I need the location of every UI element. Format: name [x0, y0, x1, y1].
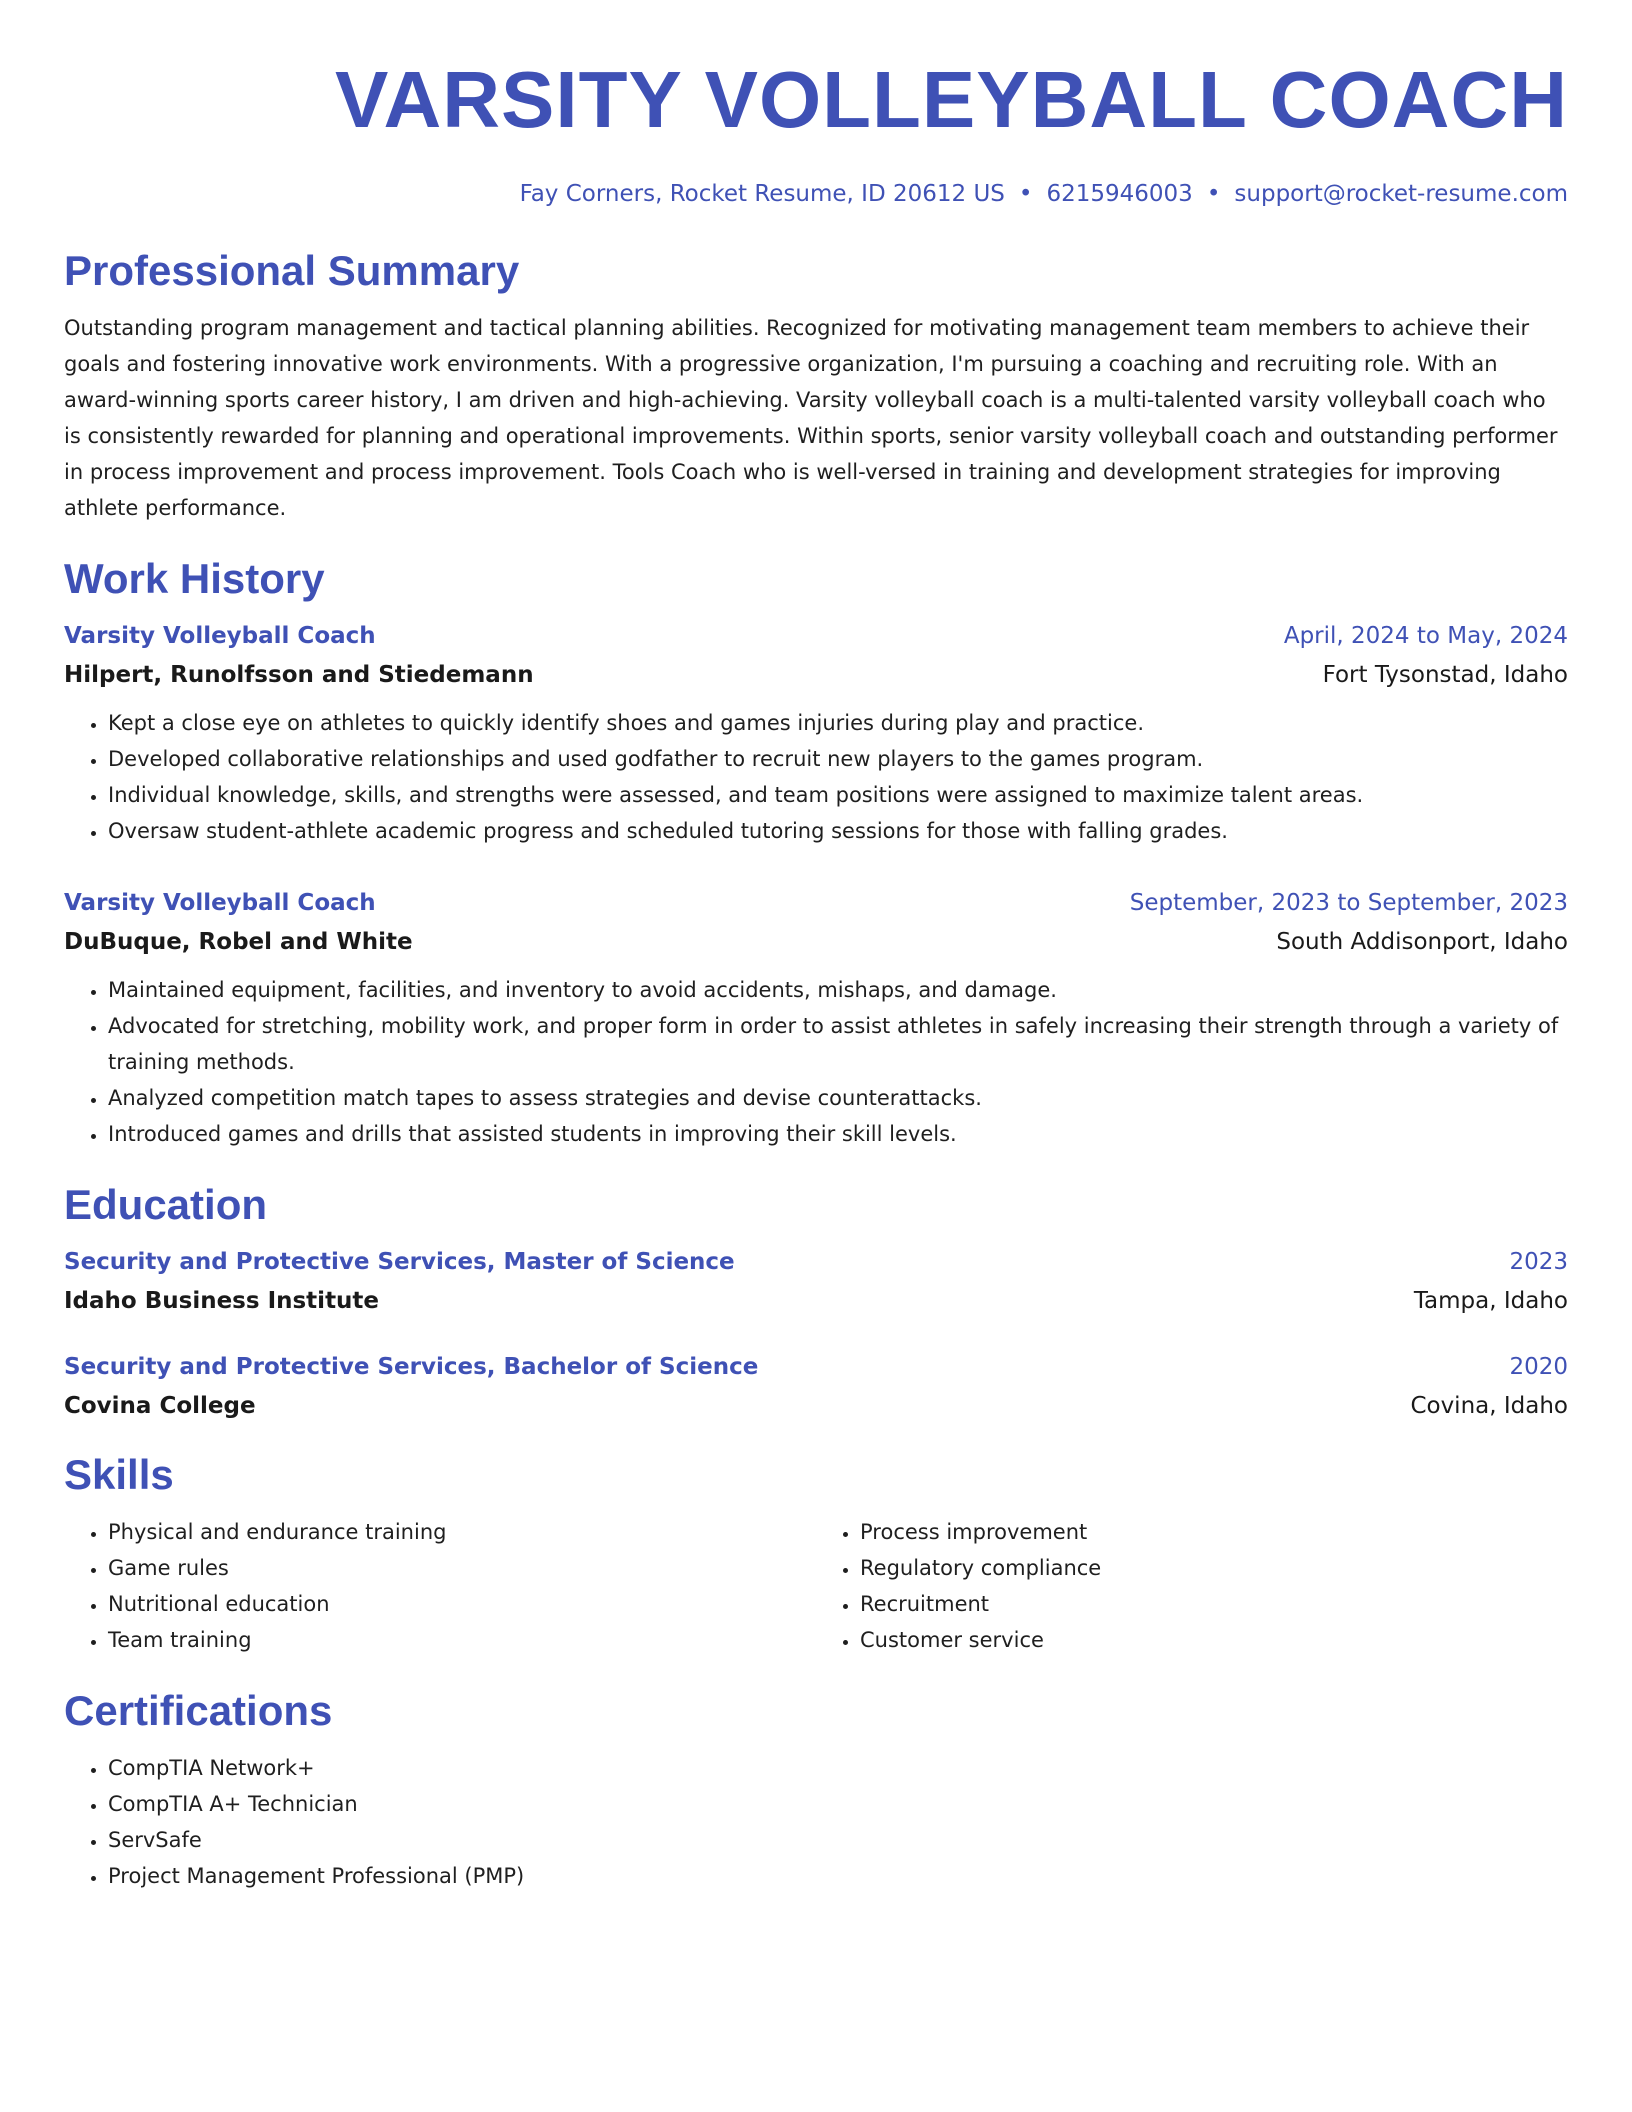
job-title-row [64, 887, 1568, 919]
list-item: • ServSafe [108, 1822, 1568, 1858]
education-entry [64, 1246, 1568, 1317]
job-bullets [64, 972, 1568, 1152]
job-bullets [64, 705, 1568, 849]
list-item: • Game rules [108, 1550, 816, 1586]
skills-list-left [64, 1514, 816, 1658]
contact-line [64, 178, 1568, 210]
contact-phone: 6215946003 [1046, 181, 1193, 207]
skills-grid [64, 1514, 1568, 1658]
candidate-name: VARSITY VOLLEYBALL COACH [335, 55, 1568, 144]
certifications-list [64, 1750, 1568, 1894]
job-location: Fort Tysonstad, Idaho [1322, 662, 1568, 688]
list-item: • Maintained equipment, facilities, and inventory to avoid accidents, mishaps, and damage. [108, 972, 1568, 1008]
contact-address: Fay Corners, Rocket Resume, ID 20612 US [519, 181, 1005, 207]
list-item: • Team training [108, 1622, 816, 1658]
contact-separator: • [1206, 181, 1221, 207]
degree-title: Security and Protective Services, Master of Science [64, 1249, 735, 1275]
education-section [64, 1180, 1568, 1422]
job-title: Varsity Volleyball Coach [64, 890, 376, 916]
degree-row [64, 1351, 1568, 1383]
list-item: • Nutritional education [108, 1586, 816, 1622]
list-item: • Oversaw student-athlete academic progress and scheduled tutoring sessions for those with falling grades. [108, 813, 1568, 849]
contact-separator: • [1018, 181, 1033, 207]
job-company: DuBuque, Robel and White [64, 929, 413, 955]
summary-heading: Professional Summary [64, 247, 520, 294]
list-item: • Introduced games and drills that assisted students in improving their skill levels. [108, 1116, 1568, 1152]
school-location: Tampa, Idaho [1413, 1288, 1568, 1314]
work-history-section [64, 554, 1568, 1152]
list-item: • Project Management Professional (PMP) [108, 1858, 1568, 1894]
list-item: • CompTIA A+ Technician [108, 1786, 1568, 1822]
list-item: • Individual knowledge, skills, and strengths were assessed, and team positions were assigned to maximize talent areas. [108, 777, 1568, 813]
job-entry [64, 887, 1568, 1152]
job-company: Hilpert, Runolfsson and Stiedemann [64, 662, 534, 688]
summary-text: Outstanding program management and tactical planning abilities. Recognized for motivating management team members to achieve their goals and fostering innovative work environments. With a progressive organization, I'm pursuing a coaching and recruiting role. With an award-winning sports career history, I am driven and high-achieving. Varsity volleyball coach is a multi-talented varsity volleyball coach who is consistently rewarded for planning and operational improvements. Within sports, senior varsity volleyball coach and outstanding performer in process improvement and process improvement. Tools Coach who is well-versed in training and development strategies for improving athlete performance. [64, 316, 1558, 520]
skills-section [64, 1450, 1568, 1658]
school-name: Idaho Business Institute [64, 1288, 380, 1314]
degree-row [64, 1246, 1568, 1278]
job-title-row [64, 620, 1568, 652]
job-dates: September, 2023 to September, 2023 [1129, 890, 1568, 916]
job-dates: April, 2024 to May, 2024 [1283, 623, 1568, 649]
job-entry [64, 620, 1568, 849]
skills-list-right [816, 1514, 1568, 1658]
list-item: • Kept a close eye on athletes to quickly identify shoes and games injuries during play and practice. [108, 705, 1568, 741]
education-entry [64, 1351, 1568, 1422]
degree-title: Security and Protective Services, Bachelor of Science [64, 1354, 759, 1380]
list-item: • Developed collaborative relationships and used godfather to recruit new players to the games program. [108, 741, 1568, 777]
list-item: • Physical and endurance training [108, 1514, 816, 1550]
job-company-row [64, 659, 1568, 691]
list-item: • Analyzed competition match tapes to assess strategies and devise counterattacks. [108, 1080, 1568, 1116]
degree-year: 2023 [1509, 1249, 1568, 1275]
list-item: • Customer service [860, 1622, 1568, 1658]
school-location: Covina, Idaho [1410, 1393, 1568, 1419]
job-company-row [64, 926, 1568, 958]
list-item: • CompTIA Network+ [108, 1750, 1568, 1786]
certifications-section [64, 1686, 1568, 1894]
contact-email: support@rocket-resume.com [1234, 181, 1568, 207]
education-heading: Education [64, 1181, 268, 1228]
certifications-heading: Certifications [64, 1687, 333, 1734]
job-location: South Addisonport, Idaho [1276, 929, 1568, 955]
work-history-heading: Work History [64, 555, 325, 602]
list-item: • Process improvement [860, 1514, 1568, 1550]
skills-heading: Skills [64, 1451, 174, 1498]
list-item: • Recruitment [860, 1586, 1568, 1622]
list-item: • Advocated for stretching, mobility work, and proper form in order to assist athletes in safely increasing their strength through a variety of training methods. [108, 1008, 1568, 1080]
school-row [64, 1285, 1568, 1317]
school-row [64, 1390, 1568, 1422]
school-name: Covina College [64, 1393, 256, 1419]
degree-year: 2020 [1509, 1354, 1568, 1380]
job-title: Varsity Volleyball Coach [64, 623, 376, 649]
list-item: • Regulatory compliance [860, 1550, 1568, 1586]
